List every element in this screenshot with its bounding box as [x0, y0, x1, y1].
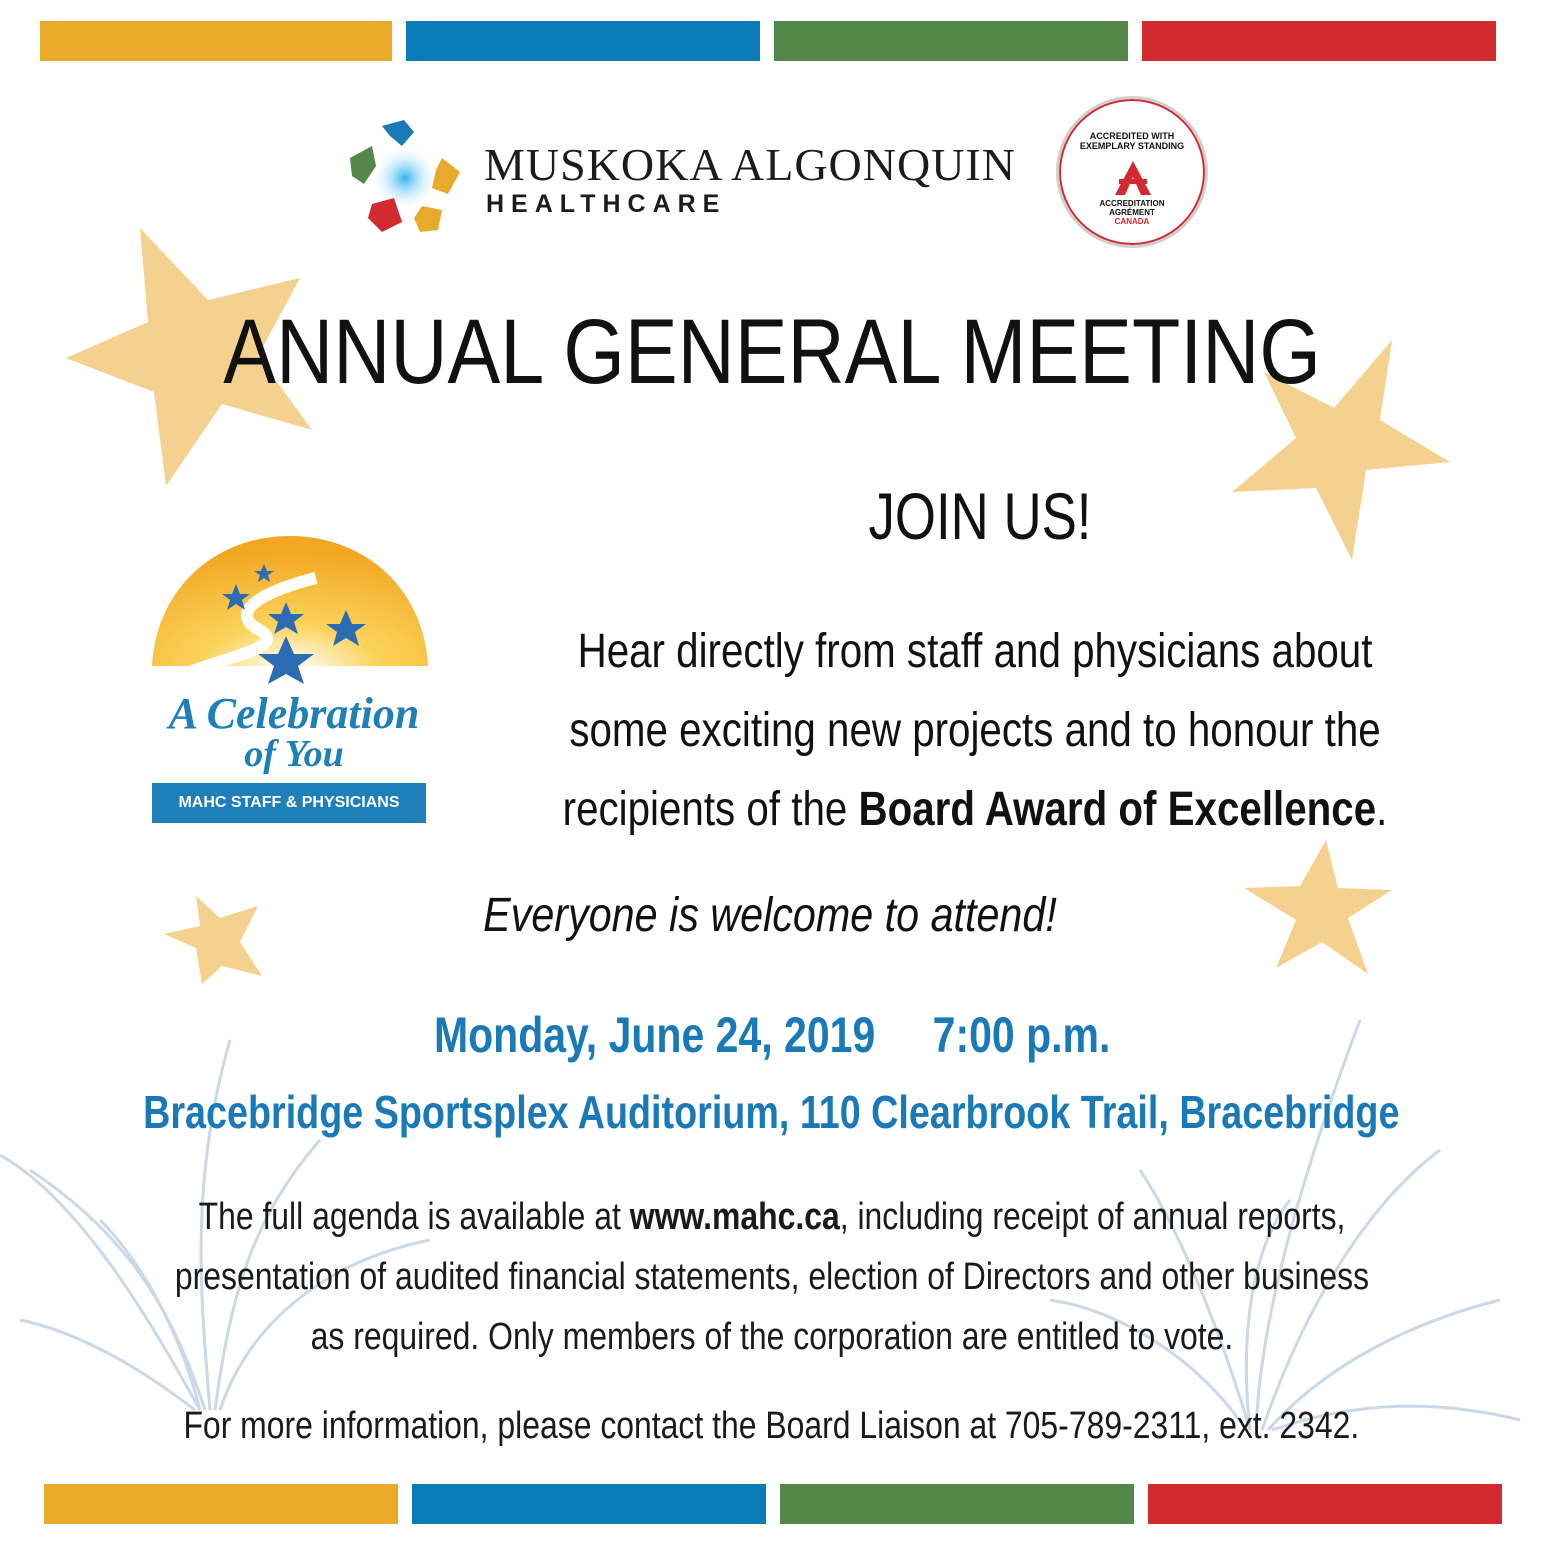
agenda-url-link[interactable]: www.mahc.ca [629, 1196, 840, 1238]
mahc-logo-icon [342, 118, 468, 236]
event-date: Monday, June 24, 2019 [433, 1007, 876, 1063]
seal-bottom-line3: CANADA [1114, 217, 1150, 226]
celebration-line1: A Celebration [168, 689, 420, 738]
celebration-sun-icon [146, 528, 434, 688]
join-heading: JOIN US! [868, 479, 1092, 553]
org-name-line1: MUSKOKA ALGONQUIN [484, 139, 1016, 190]
bottom-bar-blue [412, 1484, 766, 1524]
org-name-line2: HEALTHCARE [486, 190, 727, 218]
agenda-after: , including receipt of annual reports, presentation of audited financial statements, election of Directors and other business as required. Only members of the corporation are entitled to vote. [174, 1196, 1370, 1358]
seal-bottom-line1: ACCREDITATION [1099, 199, 1165, 208]
accreditation-a-icon [1115, 161, 1151, 195]
intro-text: Hear directly from staff and physicians about some exciting new projects and to honour the recipients of the [562, 625, 1381, 836]
accreditation-seal [1056, 96, 1208, 248]
agenda-before: The full agenda is available at [198, 1196, 630, 1238]
seal-bottom-line2: AGRÉMENT [1109, 208, 1155, 217]
bottom-bar-green [780, 1484, 1134, 1524]
contact-text: For more information, please contact the Board Liaison at 705-789-2311, ext. 2342. [183, 1405, 1360, 1447]
agenda-paragraph [174, 1187, 1370, 1367]
event-venue: Bracebridge Sportsplex Auditorium, 110 Clearbrook Trail, Bracebridge [143, 1086, 1400, 1138]
star-icon [164, 896, 262, 984]
celebration-line2: of You [244, 733, 344, 775]
star-icon [1244, 840, 1392, 974]
event-time: 7:00 p.m. [932, 1007, 1111, 1063]
celebration-badge: MAHC STAFF & PHYSICIANS [152, 783, 426, 823]
intro-end: . [1376, 783, 1388, 836]
seal-top-text: ACCREDITED WITH EXEMPLARY STANDING [1079, 131, 1185, 151]
page-title: ANNUAL GENERAL MEETING [223, 301, 1321, 403]
event-datetime [139, 1006, 1405, 1064]
award-name: Board Award of Excellence [858, 783, 1377, 836]
bottom-bar-orange [44, 1484, 398, 1524]
welcome-text: Everyone is welcome to attend! [483, 889, 1057, 942]
bottom-bar-red [1148, 1484, 1502, 1524]
intro-paragraph [551, 612, 1399, 849]
